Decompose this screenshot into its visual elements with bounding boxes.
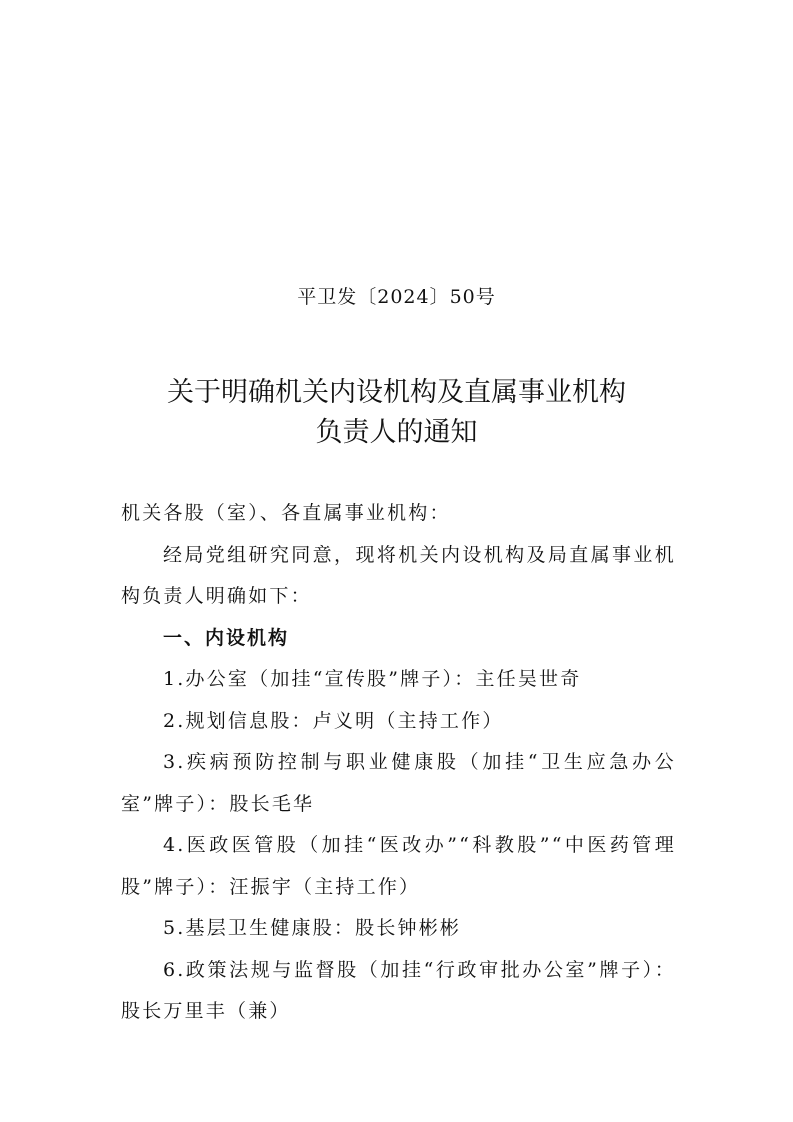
list-item: 2.规划信息股：卢义明（主持工作） [163, 709, 504, 732]
salutation: 机关各股（室）、各直属事业机构： [121, 502, 451, 524]
title-line-2: 负责人的通知 [315, 417, 478, 448]
section-heading: 一、内设机构 [163, 626, 290, 649]
intro-paragraph: 经局党组研究同意，现将机关内设机构及局直属事业机构负责人明确如下： [121, 543, 676, 607]
document-number: 平卫发〔2024〕50号 [297, 286, 496, 308]
list-item: 5.基层卫生健康股：股长钟彬彬 [163, 917, 462, 939]
list-item: 3.疾病预防控制与职业健康股（加挂“卫生应急办公室”牌子）：股长毛华 [121, 751, 676, 815]
document-title [0, 373, 793, 453]
list-item: 1.办公室（加挂“宣传股”牌子）：主任吴世奇 [163, 668, 582, 690]
list-item: 6.政策法规与监督股（加挂“行政审批办公室”牌子）：股长万里丰（兼） [121, 958, 676, 1022]
list-item: 4.医政医管股（加挂“医改办”“科教股”“中医药管理股”牌子）：汪振宇（主持工作） [121, 834, 676, 898]
title-line-1: 关于明确机关内设机构及直属事业机构 [167, 377, 626, 408]
document-body [121, 493, 676, 1033]
